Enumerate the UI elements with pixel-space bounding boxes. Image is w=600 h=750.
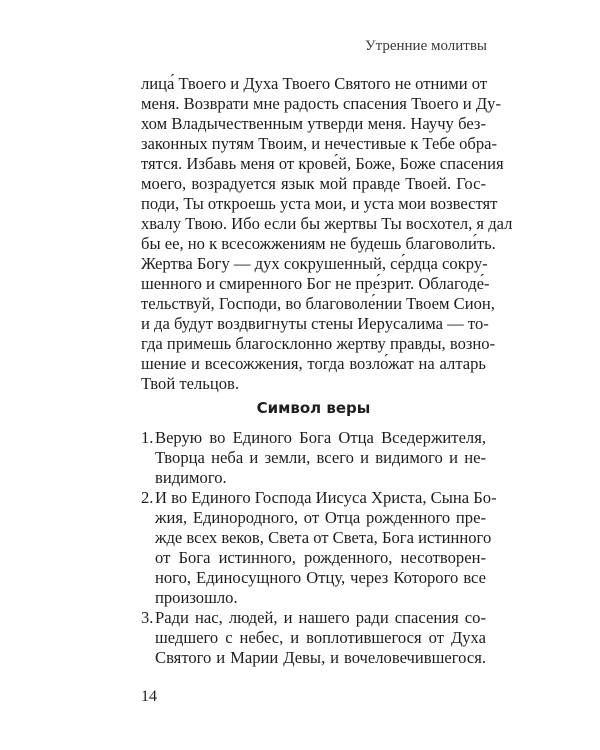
running-header: Утренние молитвы — [364, 38, 487, 54]
paragraph-line: Жертва Богу — дух сокрушенный, се́рдца сокру- — [141, 254, 488, 273]
item-line: Верую во Единого Бога Отца Вседержителя, — [155, 428, 486, 447]
item-line: шедшего с небес, и воплотившегося от Духа — [155, 628, 486, 647]
creed-list — [141, 428, 497, 668]
item-line: И во Единого Господа Иисуса Христа, Сына Бо- — [155, 488, 497, 507]
item-line: Святого и Марии Девы, и вочеловечившегося. — [155, 648, 486, 667]
item-number: 3. — [141, 608, 154, 627]
page-number: 14 — [141, 688, 157, 705]
item-line: жия, Единородного, от Отца рожденного пре- — [155, 508, 486, 527]
paragraph-line: поди, Ты откроешь уста мои, и уста мои возвестят — [141, 194, 498, 213]
paragraph-line: хвалу Твою. Ибо если бы жертвы Ты восхотел, я дал — [141, 214, 513, 233]
paragraph-line: Твой тельцов. — [141, 374, 239, 393]
paragraph-line: гда примешь благосклонно жертву правды, возно- — [141, 334, 496, 353]
paragraph-line: законных путям Твоим, и нечестивые к Тебе обра- — [141, 134, 498, 153]
creed-item — [141, 608, 486, 668]
paragraph-line: хом Владычественным утверди меня. Научу без- — [141, 114, 486, 133]
item-line: жде всех веков, Света от Света, Бога истинного — [155, 528, 492, 547]
paragraph-line: меня. Возврати мне радость спасения Твоего и Ду- — [141, 94, 501, 113]
prayer-paragraph — [141, 74, 513, 394]
paragraph-line: и да будут воздвигнуты стены Иерусалима — то- — [141, 314, 489, 333]
paragraph-line: шение и всесожжения, тогда возло́жат на алтарь — [141, 354, 486, 373]
item-number: 2. — [141, 488, 154, 507]
paragraph-line: моего, возрадуется язык мой правде Твоей. Гос- — [141, 174, 486, 193]
section-heading: Символ веры — [256, 399, 371, 417]
creed-item — [141, 488, 497, 608]
paragraph-line: тятся. Избавь меня от крове́й, Боже, Боже спасения — [141, 154, 504, 173]
paragraph-line: шенного и смиренного Бог не пре́зрит. Облагоде́- — [141, 274, 490, 293]
item-line: Ради нас, людей, и нашего ради спасения со- — [155, 608, 486, 627]
paragraph-line: тельствуй, Господи, во благоволе́нии Твоем Сион, — [141, 294, 495, 313]
item-line: видимого. — [155, 468, 227, 487]
item-line: ного, Единосущного Отцу, через Которого все — [155, 568, 486, 587]
paragraph-line: лица́ Твоего и Духа Твоего Святого не отними от — [141, 74, 488, 93]
item-line: произошло. — [155, 588, 238, 607]
paragraph-line: бы ее, но к всесожжениям не будешь благоволи́ть. — [141, 234, 496, 253]
creed-item — [141, 428, 486, 488]
item-line: от Бога истинного, рожденного, несотворен- — [155, 548, 486, 567]
item-line: Творца неба и земли, всего и видимого и не- — [155, 448, 486, 467]
item-number: 1. — [141, 428, 154, 447]
